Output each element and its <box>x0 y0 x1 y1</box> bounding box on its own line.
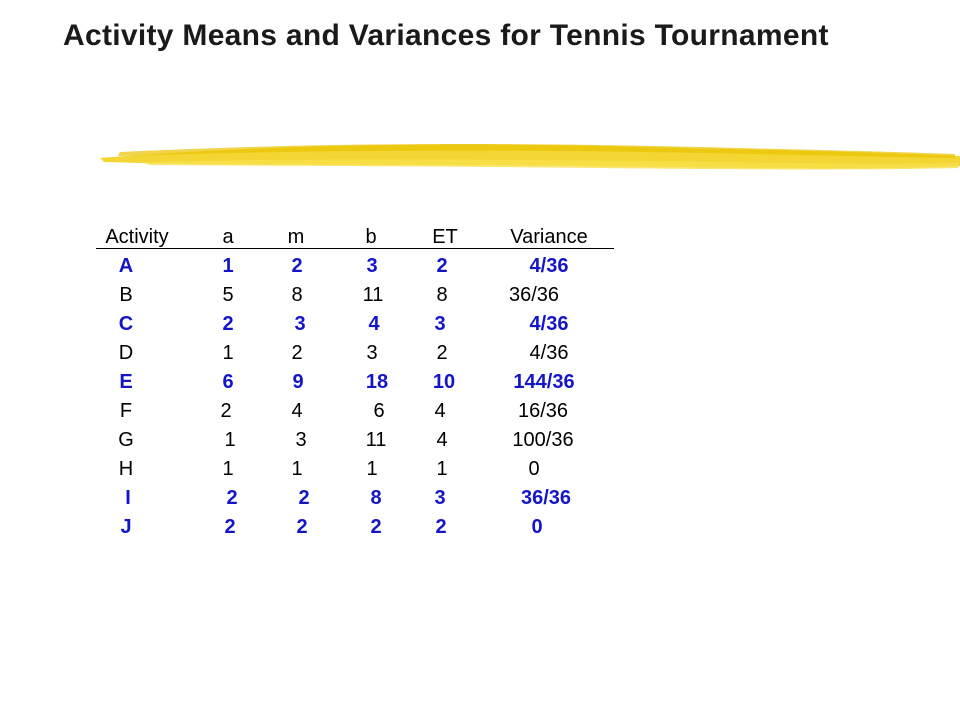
cell-a: 1 <box>224 429 236 451</box>
cell-b: 4 <box>368 313 380 335</box>
cell-variance: 0 <box>531 516 543 538</box>
cell-a: 2 <box>222 313 234 335</box>
cell-m: 3 <box>294 313 306 335</box>
header-a: a <box>222 226 234 248</box>
table-row <box>0 514 700 540</box>
cell-et: 1 <box>436 458 448 480</box>
cell-m: 2 <box>296 516 308 538</box>
cell-a: 1 <box>222 458 234 480</box>
cell-activity: F <box>119 400 133 422</box>
cell-a: 2 <box>220 400 232 422</box>
cell-variance: 4/36 <box>529 313 569 335</box>
cell-activity: E <box>119 371 133 393</box>
cell-activity: D <box>118 342 134 364</box>
cell-et: 4 <box>434 400 446 422</box>
cell-variance: 4/36 <box>529 342 569 364</box>
slide-title: Activity Means and Variances for Tennis Tournament <box>63 19 829 52</box>
cell-activity: J <box>120 516 132 538</box>
cell-a: 5 <box>222 284 234 306</box>
cell-b: 8 <box>370 487 382 509</box>
cell-b: 6 <box>373 400 385 422</box>
cell-et: 10 <box>432 371 456 393</box>
cell-m: 8 <box>291 284 303 306</box>
header-b: b <box>365 226 377 248</box>
cell-et: 2 <box>436 342 448 364</box>
cell-et: 2 <box>436 255 448 277</box>
table-row <box>0 253 700 279</box>
cell-m: 1 <box>291 458 303 480</box>
cell-et: 3 <box>434 487 446 509</box>
cell-activity: G <box>118 429 134 451</box>
cell-variance: 36/36 <box>520 487 572 509</box>
header-m: m <box>287 226 305 248</box>
table-row <box>0 427 700 453</box>
cell-b: 3 <box>366 342 378 364</box>
cell-b: 3 <box>366 255 378 277</box>
cell-activity: A <box>118 255 134 277</box>
cell-b: 18 <box>365 371 389 393</box>
cell-variance: 144/36 <box>513 371 575 393</box>
cell-variance: 0 <box>528 458 540 480</box>
cell-m: 2 <box>291 255 303 277</box>
table-header-row <box>0 224 700 250</box>
cell-m: 3 <box>295 429 307 451</box>
table-row <box>0 311 700 337</box>
cell-activity: B <box>119 284 133 306</box>
cell-b: 1 <box>366 458 378 480</box>
cell-a: 2 <box>226 487 238 509</box>
cell-a: 2 <box>224 516 236 538</box>
cell-variance: 4/36 <box>529 255 569 277</box>
cell-et: 3 <box>434 313 446 335</box>
cell-variance: 36/36 <box>508 284 560 306</box>
header-underline <box>96 248 614 249</box>
table-row <box>0 485 700 511</box>
cell-activity: H <box>118 458 134 480</box>
table-row <box>0 456 700 482</box>
header-activity: Activity <box>105 226 169 248</box>
cell-a: 1 <box>222 255 234 277</box>
cell-b: 11 <box>365 429 387 451</box>
cell-m: 9 <box>292 371 304 393</box>
cell-m: 4 <box>291 400 303 422</box>
cell-m: 2 <box>291 342 303 364</box>
cell-m: 2 <box>298 487 310 509</box>
cell-activity: C <box>118 313 134 335</box>
table-row <box>0 340 700 366</box>
cell-et: 4 <box>436 429 448 451</box>
cell-et: 2 <box>435 516 447 538</box>
cell-b: 2 <box>370 516 382 538</box>
cell-et: 8 <box>436 284 448 306</box>
cell-variance: 100/36 <box>512 429 574 451</box>
cell-variance: 16/36 <box>517 400 569 422</box>
cell-a: 1 <box>222 342 234 364</box>
table-row <box>0 369 700 395</box>
table-row <box>0 282 700 308</box>
header-variance: Variance <box>510 226 588 248</box>
cell-activity: I <box>125 487 131 509</box>
cell-b: 11 <box>362 284 384 306</box>
header-et: ET <box>432 226 458 248</box>
cell-a: 6 <box>222 371 234 393</box>
table-row <box>0 398 700 424</box>
